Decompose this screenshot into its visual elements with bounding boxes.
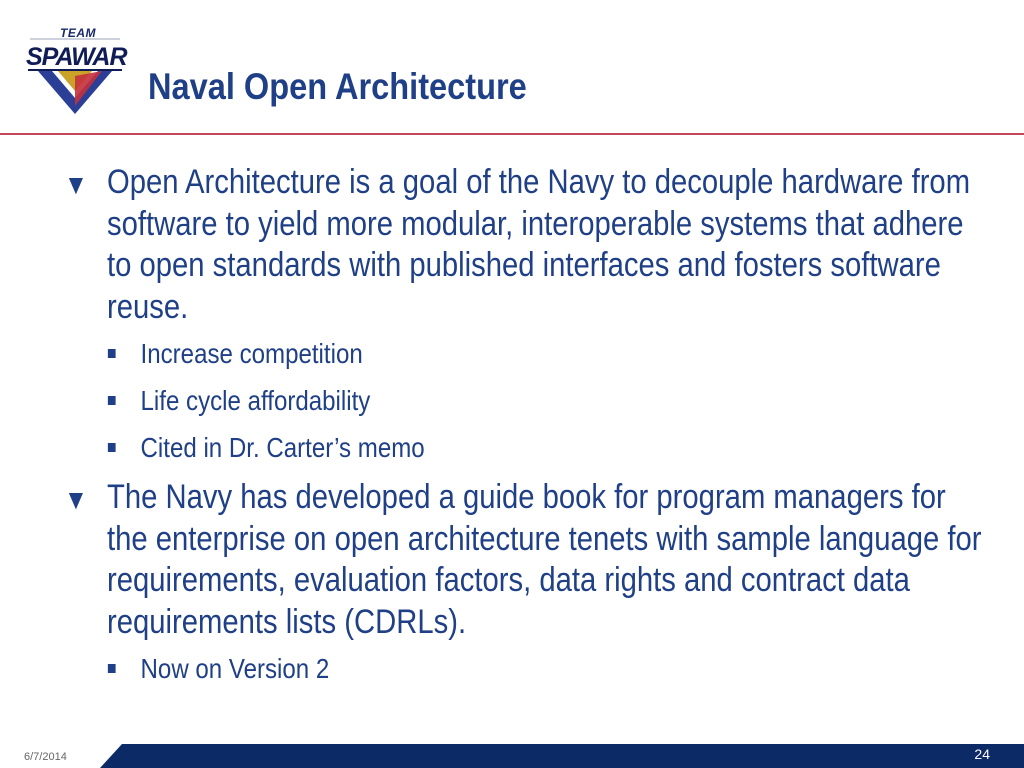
footer-bar — [100, 744, 1024, 768]
slide-title: Naval Open Architecture — [148, 66, 527, 107]
square-bullet-icon — [108, 396, 116, 405]
bullet-item — [64, 162, 993, 328]
sub-bullet-item — [64, 651, 993, 687]
logo-team-text: TEAM — [60, 26, 96, 40]
square-bullet-icon — [108, 443, 116, 452]
square-bullet-icon — [108, 664, 116, 673]
sub-bullet-text: Now on Version 2 — [140, 653, 330, 684]
square-bullet-icon — [108, 349, 116, 358]
title-divider — [0, 133, 1024, 135]
sub-bullet-item — [64, 383, 993, 419]
logo-wordmark: SPAWAR — [26, 43, 127, 71]
spawar-logo — [24, 14, 126, 118]
sub-bullet-text: Cited in Dr. Carter’s memo — [140, 432, 425, 463]
sub-bullet-text: Increase competition — [140, 338, 363, 369]
sub-bullet-item — [64, 430, 993, 466]
bullet-text: The Navy has developed a guide book for program managers for the enterprise on open architecture tenets with sample language for requirements, evaluation factors, data rights and contract data requirements lists (CDRLs). — [107, 478, 982, 641]
down-triangle-icon: ▼ — [64, 169, 88, 200]
sub-bullet-text: Life cycle affordability — [140, 385, 371, 416]
sub-bullet-item — [64, 336, 993, 372]
bullet-item — [64, 477, 993, 643]
slide-content — [64, 162, 994, 698]
bullet-text: Open Architecture is a goal of the Navy to decouple hardware from software to yield more modular, interoperable systems that adhere to open standards with published interfaces and fosters software reuse. — [107, 163, 971, 326]
down-triangle-icon: ▼ — [64, 484, 88, 515]
page-number: 24 — [974, 746, 990, 762]
footer-date: 6/7/2014 — [24, 751, 67, 763]
